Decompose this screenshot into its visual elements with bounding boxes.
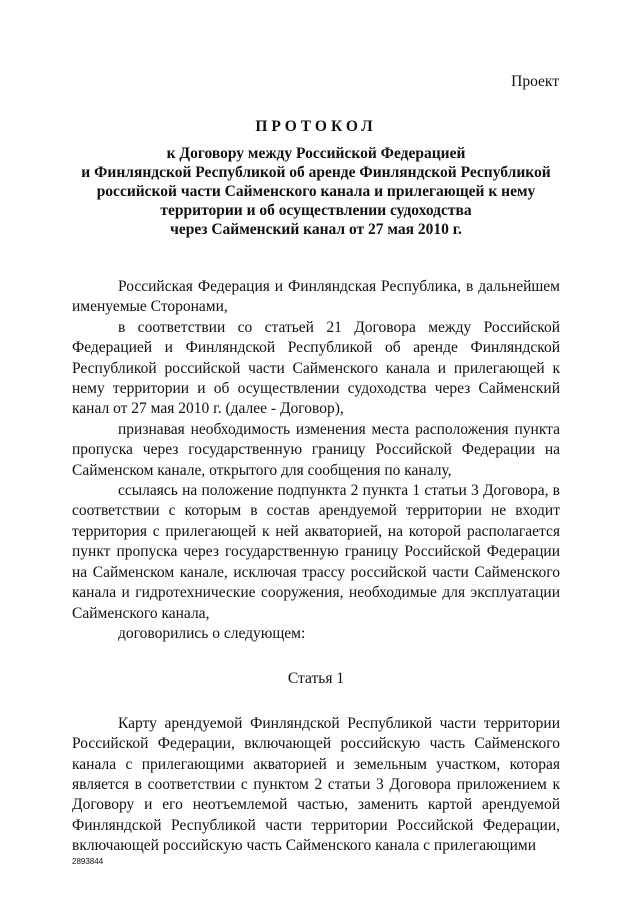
subtitle-line: российской части Сайменского канала и прилегающей к нему xyxy=(96,183,536,200)
subtitle-line: через Сайменский канал от 27 мая 2010 г. xyxy=(170,221,462,238)
document-header xyxy=(72,117,560,239)
preamble-paragraph: договорились о следующем: xyxy=(118,624,306,642)
document-body xyxy=(72,277,560,857)
preamble-paragraph: ссылаясь на положение подпункта 2 пункта 1 статьи 3 Договора, в соответствии с которым в состав арендуемой территории не входит территория с прилегающей к ней акваторией, на которой располагается пункт пропуска через государственную границу Российской Федерации на Сайменском канале, исключая трассу российской части Сайменского канала и гидротехнические сооружения, необходимые для эксплуатации Сайменского канала, xyxy=(72,482,560,622)
document-title: ПРОТОКОЛ xyxy=(255,118,377,135)
subtitle-line: к Договору между Российской Федерацией xyxy=(166,145,466,162)
subtitle-line: и Финляндской Республикой об аренде Финляндской Республикой xyxy=(81,164,551,181)
preamble-paragraph: признавая необходимость изменения места расположения пункта пропуска через государственную границу Российской Федерации на Сайменском канале, открытого для сообщения по каналу, xyxy=(72,420,560,479)
article-paragraph: Карту арендуемой Финляндской Республикой части территории Российской Федерации, включающей российскую часть Сайменского канала с прилегающими акваторией и земельным участком, которая является в соответствии с пунктом 2 статьи 3 Договора приложением к Договору и его неотъемлемой частью, заменить картой арендуемой Финляндской Республикой части территории Российской Федерации, включающей российскую часть Сайменского канала с прилегающими xyxy=(72,714,560,855)
preamble-paragraph: Российская Федерация и Финляндская Республика, в дальнейшем именуемые Сторонами, xyxy=(72,278,560,316)
article-heading: Статья 1 xyxy=(287,670,345,688)
subtitle-line: территории и об осуществлении судоходства xyxy=(160,202,472,219)
project-label: Проект xyxy=(511,73,559,90)
preamble-paragraph: в соответствии со статьей 21 Договора между Российской Федерацией и Финляндской Республикой об аренде Финляндской Республикой российской части Сайменского канала и прилегающей к нему территории и об осуществлении судоходства через Сайменский канал от 27 мая 2010 г. (далее - Договор), xyxy=(72,318,560,418)
document-number: 2893844 xyxy=(72,857,104,866)
